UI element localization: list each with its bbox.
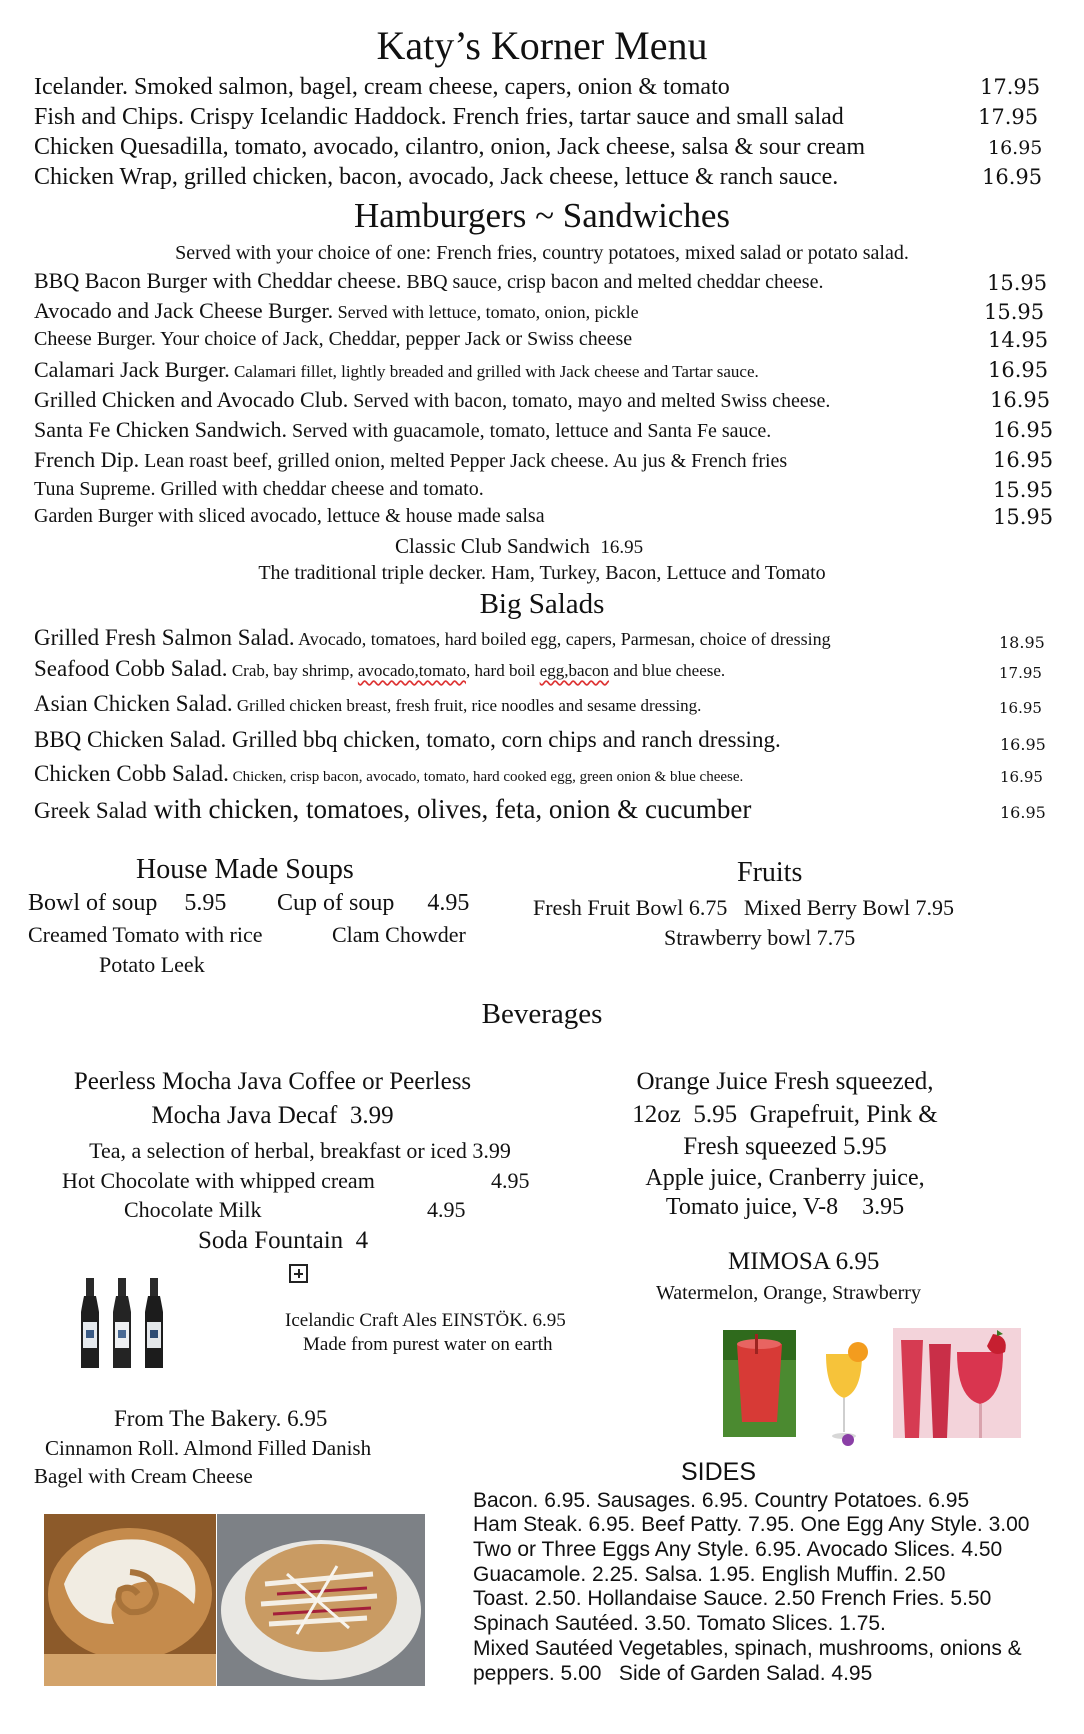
salad-item: Chicken Cobb Salad. Chicken, crisp bacon, avocado, tomato, hard cooked egg, green onion & blue cheese. — [34, 761, 744, 786]
soup-bowl: Bowl of soup 5.95 — [28, 890, 227, 916]
mimosa-flavors: Watermelon, Orange, Strawberry — [656, 1282, 921, 1304]
hot-chocolate-price: 4.95 — [491, 1168, 530, 1193]
burger-item: Calamari Jack Burger. Calamari fillet, lightly breaded and grilled with Jack cheese and Tartar sauce. — [34, 357, 759, 382]
sides-line: Two or Three Eggs Any Style. 6.95. Avocado Slices. 4.50 — [473, 1538, 1003, 1561]
watermelon-mimosa-image — [723, 1330, 796, 1437]
sides-line: peppers. 5.00 Side of Garden Salad. 4.95 — [473, 1662, 873, 1685]
salad-item: Greek Salad with chicken, tomatoes, olives, feta, onion & cucumber — [34, 794, 752, 824]
salad-item: Asian Chicken Salad. Grilled chicken breast, fresh fruit, rice noodles and sesame dressing. — [34, 691, 702, 716]
soup-variety: Potato Leek — [99, 952, 205, 977]
ales-line: Icelandic Craft Ales EINSTÖK. 6.95 — [285, 1310, 566, 1331]
juice-line: Fresh squeezed 5.95 — [683, 1133, 887, 1160]
section-heading-beverages: Beverages — [481, 998, 603, 1030]
burger-price: 16.95 — [988, 358, 1049, 382]
sides-line: Mixed Sautéed Vegetables, spinach, mushrooms, onions & — [473, 1637, 1022, 1660]
menu-item-quesadilla: Chicken Quesadilla, tomato, avocado, cilantro, onion, Jack cheese, salsa & sour cream — [34, 134, 866, 160]
bakery-line: Cinnamon Roll. Almond Filled Danish — [45, 1436, 372, 1460]
sides-line: Ham Steak. 6.95. Beef Patty. 7.95. One Egg Any Style. 3.00 — [473, 1513, 1030, 1536]
sides-line: Spinach Sautéed. 3.50. Tomato Slices. 1.75. — [473, 1612, 886, 1635]
juice-line: Tomato juice, V-8 3.95 — [665, 1194, 905, 1220]
strawberry-mimosa-image — [893, 1328, 1021, 1438]
juice-line: Orange Juice Fresh squeezed, — [636, 1068, 934, 1095]
salad-item: Seafood Cobb Salad. Crab, bay shrimp, avocado,tomato, hard boil egg,bacon and blue cheese. — [34, 656, 726, 681]
cinnamon-roll-image — [44, 1514, 216, 1686]
burgers-note: Served with your choice of one: French fries, country potatoes, mixed salad or potato salad. — [175, 242, 909, 264]
section-heading-soups: House Made Soups — [136, 854, 354, 885]
almond-danish-image — [217, 1514, 425, 1686]
club-sandwich-title: Classic Club Sandwich 16.95 — [395, 534, 644, 558]
section-heading-burgers: Hamburgers ~ Sandwiches — [354, 196, 730, 235]
burger-item: Cheese Burger. Your choice of Jack, Cheddar, pepper Jack or Swiss cheese — [34, 328, 633, 350]
club-sandwich-desc: The traditional triple decker. Ham, Turkey, Bacon, Lettuce and Tomato — [258, 562, 826, 584]
expand-plus-icon[interactable] — [289, 1264, 308, 1283]
section-heading-salads: Big Salads — [479, 588, 605, 620]
burger-price: 16.95 — [990, 388, 1051, 412]
soda-fountain: Soda Fountain 4 — [198, 1227, 369, 1254]
burger-price: 15.95 — [993, 505, 1054, 529]
section-heading-fruits: Fruits — [737, 857, 803, 888]
burger-price: 15.95 — [993, 478, 1054, 502]
salad-price: 16.95 — [1000, 803, 1046, 822]
sides-line: Guacamole. 2.25. Salsa. 1.95. English Muffin. 2.50 — [473, 1563, 946, 1586]
menu-item-price: 16.95 — [988, 137, 1043, 159]
salad-price: 16.95 — [999, 699, 1042, 717]
salad-price: 16.95 — [1000, 768, 1043, 786]
burger-price: 15.95 — [987, 271, 1048, 295]
coffee-line: Mocha Java Decaf 3.99 — [151, 1102, 394, 1129]
fruit-line: Strawberry bowl 7.75 — [664, 925, 856, 950]
ales-line: Made from purest water on earth — [303, 1334, 553, 1355]
salad-price: 16.95 — [1000, 735, 1046, 754]
menu-item-price: 16.95 — [982, 165, 1043, 189]
burger-price: 16.95 — [993, 418, 1054, 442]
coffee-line: Peerless Mocha Java Coffee or Peerless — [73, 1068, 472, 1095]
soup-cup: Cup of soup 4.95 — [277, 890, 470, 916]
section-heading-sides: SIDES — [681, 1458, 757, 1486]
bakery-title: From The Bakery. 6.95 — [114, 1406, 328, 1431]
beer-bottle-icon — [81, 1278, 99, 1368]
burger-item: Grilled Chicken and Avocado Club. Served with bacon, tomato, mayo and melted Swiss cheese. — [34, 387, 831, 412]
burger-item: Tuna Supreme. Grilled with cheddar cheese and tomato. — [34, 478, 484, 500]
salad-item: BBQ Chicken Salad. Grilled bbq chicken, tomato, corn chips and ranch dressing. — [34, 727, 781, 752]
beer-bottles-image — [78, 1278, 174, 1370]
burger-price: 15.95 — [984, 300, 1045, 324]
burger-price: 16.95 — [993, 448, 1054, 472]
soup-variety: Clam Chowder — [332, 922, 466, 947]
menu-title: Katy’s Korner Menu — [376, 23, 708, 68]
salad-price: 18.95 — [999, 633, 1045, 652]
sides-line: Bacon. 6.95. Sausages. 6.95. Country Potatoes. 6.95 — [473, 1489, 970, 1512]
tea-line: Tea, a selection of herbal, breakfast or iced 3.99 — [89, 1138, 511, 1163]
burger-item: Santa Fe Chicken Sandwich. Served with guacamole, tomato, lettuce and Santa Fe sauce. — [34, 417, 772, 442]
burger-item: Avocado and Jack Cheese Burger. Served with lettuce, tomato, onion, pickle — [34, 298, 639, 323]
burger-item: Garden Burger with sliced avocado, lettuce & house made salsa — [34, 505, 545, 527]
menu-item-price: 17.95 — [978, 105, 1039, 129]
chocolate-milk-price: 4.95 — [427, 1197, 466, 1222]
burger-price: 14.95 — [988, 328, 1049, 352]
juice-line: Apple juice, Cranberry juice, — [645, 1165, 925, 1191]
juice-line: 12oz 5.95 Grapefruit, Pink & — [632, 1101, 938, 1128]
menu-item-icelander: Icelander. Smoked salmon, bagel, cream cheese, capers, onion & tomato — [34, 74, 730, 100]
hot-chocolate: Hot Chocolate with whipped cream — [62, 1168, 375, 1193]
burger-item: French Dip. Lean roast beef, grilled onion, melted Pepper Jack cheese. Au jus & French fries — [34, 447, 788, 472]
soup-variety: Creamed Tomato with rice — [28, 922, 263, 947]
beer-bottle-icon — [113, 1278, 131, 1368]
orange-mimosa-image — [818, 1332, 870, 1452]
fruit-line: Fresh Fruit Bowl 6.75 Mixed Berry Bowl 7.95 — [533, 895, 955, 920]
salad-item: Grilled Fresh Salmon Salad. Avocado, tomatoes, hard boiled egg, capers, Parmesan, choice of dressing — [34, 625, 831, 650]
burger-item: BBQ Bacon Burger with Cheddar cheese. BBQ sauce, crisp bacon and melted cheddar cheese. — [34, 268, 824, 293]
salad-price: 17.95 — [999, 664, 1042, 682]
chocolate-milk: Chocolate Milk — [124, 1197, 262, 1222]
beer-bottle-icon — [145, 1278, 163, 1368]
mimosa-title: MIMOSA 6.95 — [728, 1248, 880, 1275]
sides-line: Toast. 2.50. Hollandaise Sauce. 2.50 French Fries. 5.50 — [473, 1587, 992, 1610]
menu-item-price: 17.95 — [980, 75, 1041, 99]
menu-item-chicken-wrap: Chicken Wrap, grilled chicken, bacon, avocado, Jack cheese, lettuce & ranch sauce. — [34, 164, 839, 190]
menu-item-fish-chips: Fish and Chips. Crispy Icelandic Haddock. French fries, tartar sauce and small salad — [34, 104, 844, 130]
bakery-line: Bagel with Cream Cheese — [34, 1464, 253, 1488]
